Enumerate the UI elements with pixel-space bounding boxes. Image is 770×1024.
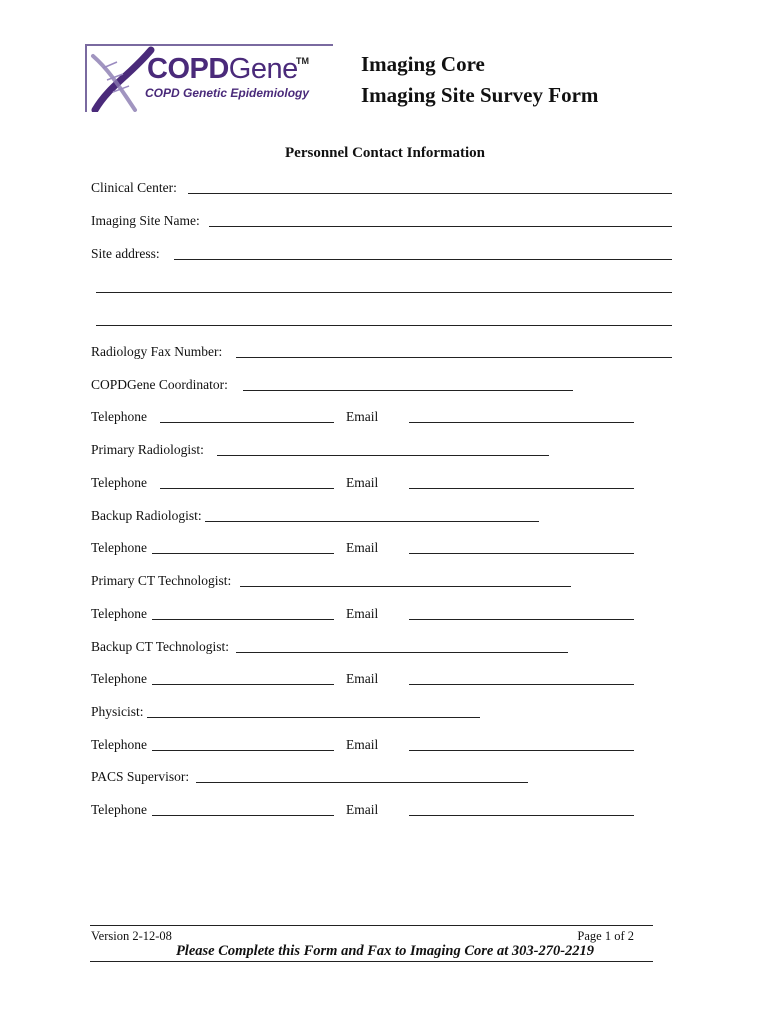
physicist-label: Physicist: [91,704,144,719]
footer-fax-instructions: Please Complete this Form and Fax to Imaging Core at 303-270-2219 [175,943,595,959]
primary-ct-technologist-telephone-field[interactable] [152,619,334,620]
physicist-email-field[interactable] [409,750,634,751]
pacs-supervisor-email-label: Email [346,802,379,817]
physicist-field[interactable] [147,717,480,718]
primary-ct-technologist-label: Primary CT Technologist: [91,573,232,588]
coordinator-telephone-label: Telephone [91,409,148,424]
section-heading: Personnel Contact Information [285,145,485,161]
logo-trademark: TM [296,56,309,66]
coordinator-email-field[interactable] [409,422,634,423]
pacs-supervisor-telephone-label: Telephone [91,802,148,817]
backup-radiologist-telephone-label: Telephone [91,540,148,555]
site-address-label: Site address: [91,246,160,261]
pacs-supervisor-label: PACS Supervisor: [91,769,190,784]
physicist-telephone-field[interactable] [152,750,334,751]
logo-brand: COPDGene [147,53,298,85]
physicist-email-label: Email [346,737,379,752]
primary-radiologist-field[interactable] [217,455,549,456]
backup-radiologist-telephone-field[interactable] [152,553,334,554]
imaging-site-name-field[interactable] [209,226,672,227]
footer-version: Version 2-12-08 [91,929,172,943]
radiology-fax-label: Radiology Fax Number: [91,344,223,359]
page-title-line2: Imaging Site Survey Form [361,83,599,107]
pacs-supervisor-telephone-field[interactable] [152,815,334,816]
clinical-center-field[interactable] [188,193,672,194]
footer-page-number: Page 1 of 2 [577,929,634,943]
backup-ct-technologist-telephone-field[interactable] [152,684,334,685]
primary-radiologist-label: Primary Radiologist: [91,442,204,457]
footer-rule-bottom [90,961,653,962]
site-address-field-1[interactable] [174,259,672,260]
coordinator-field[interactable] [243,390,573,391]
primary-ct-technologist-email-field[interactable] [409,619,634,620]
page-title-line1: Imaging Core [361,52,485,76]
backup-radiologist-field[interactable] [205,521,539,522]
primary-radiologist-email-label: Email [346,475,379,490]
backup-radiologist-email-field[interactable] [409,553,634,554]
backup-ct-technologist-email-field[interactable] [409,684,634,685]
footer-rule-top [90,925,653,926]
copdgene-logo [85,44,333,112]
backup-ct-technologist-label: Backup CT Technologist: [91,639,230,654]
primary-ct-technologist-email-label: Email [346,606,379,621]
primary-ct-technologist-field[interactable] [240,586,571,587]
primary-radiologist-telephone-field[interactable] [160,488,334,489]
site-address-field-3[interactable] [96,325,672,326]
clinical-center-label: Clinical Center: [91,180,177,195]
primary-ct-technologist-telephone-label: Telephone [91,606,148,621]
pacs-supervisor-email-field[interactable] [409,815,634,816]
coordinator-email-label: Email [346,409,379,424]
primary-radiologist-email-field[interactable] [409,488,634,489]
radiology-fax-field[interactable] [236,357,672,358]
backup-radiologist-label: Backup Radiologist: [91,508,202,523]
logo-subtitle: COPD Genetic Epidemiology [145,86,310,100]
backup-ct-technologist-email-label: Email [346,671,379,686]
physicist-telephone-label: Telephone [91,737,148,752]
backup-ct-technologist-telephone-label: Telephone [91,671,148,686]
pacs-supervisor-field[interactable] [196,782,528,783]
site-address-field-2[interactable] [96,292,672,293]
backup-ct-technologist-field[interactable] [236,652,568,653]
primary-radiologist-telephone-label: Telephone [91,475,148,490]
coordinator-label: COPDGene Coordinator: [91,377,228,392]
coordinator-telephone-field[interactable] [160,422,334,423]
backup-radiologist-email-label: Email [346,540,379,555]
imaging-site-name-label: Imaging Site Name: [91,213,200,228]
logo-border-left [85,44,87,112]
